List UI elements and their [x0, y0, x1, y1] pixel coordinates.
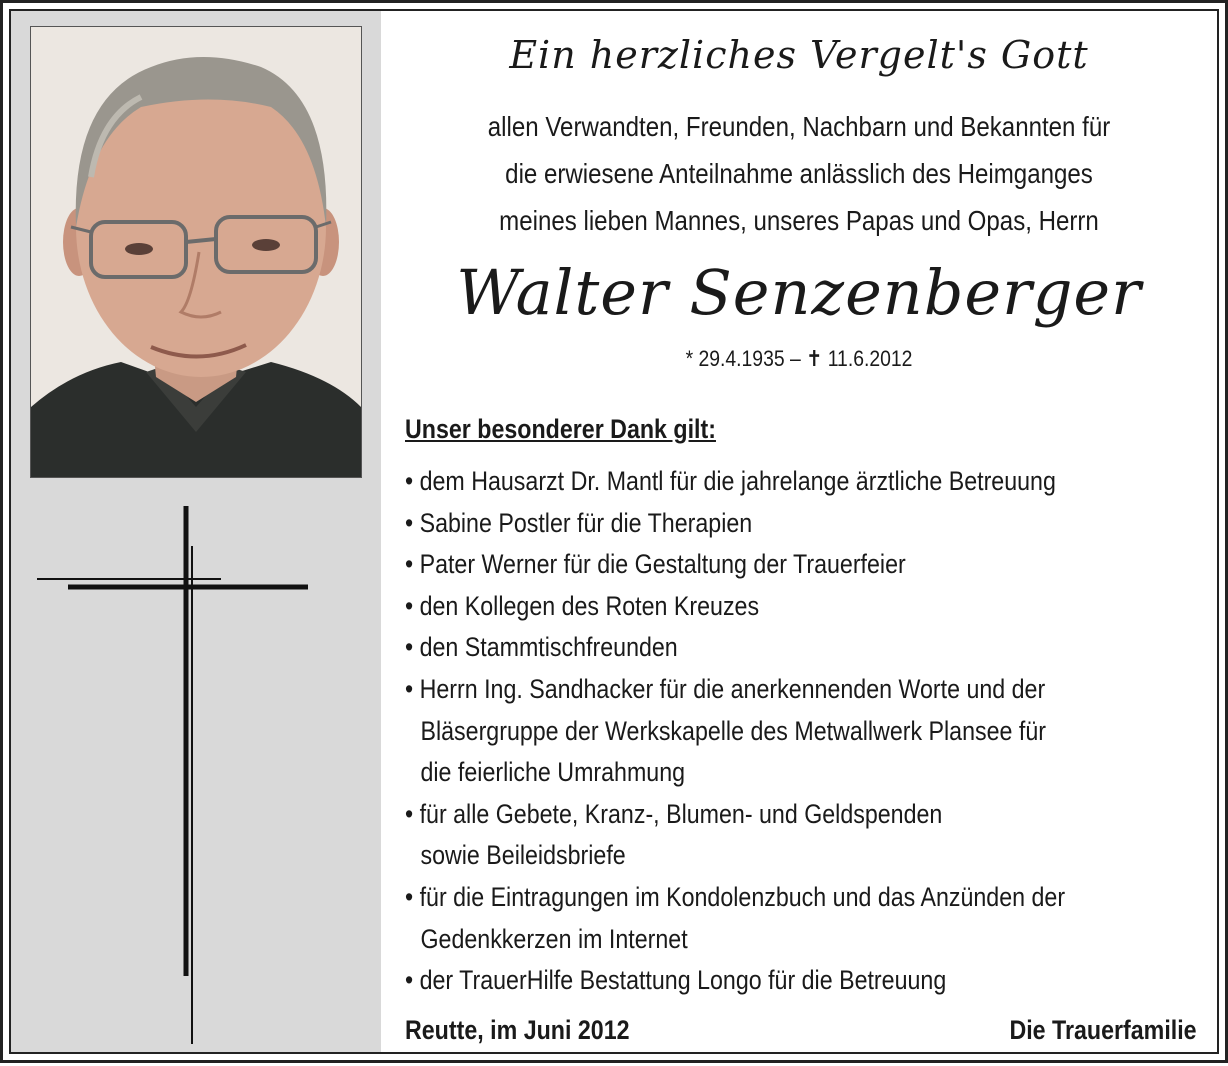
- list-item: • dem Hausarzt Dr. Mantl für die jahrelange ärztliche Betreuung: [405, 466, 1056, 496]
- list-item: • der TrauerHilfe Bestattung Longo für die Betreuung: [405, 965, 947, 996]
- list-item: • den Kollegen des Roten Kreuzes: [405, 590, 760, 621]
- heading: Ein herzliches Vergelt's Gott: [509, 33, 1089, 77]
- intro-text: [440, 103, 1159, 244]
- deceased-name: Walter Senzenberger: [456, 256, 1142, 329]
- signature: Die Trauerfamilie: [1009, 1015, 1197, 1045]
- cross-icon: [11, 11, 381, 1066]
- list-item: • Herrn Ing. Sandhacker für die anerkennenden Worte und der: [405, 673, 1046, 704]
- thanks-list: [405, 461, 1179, 1002]
- list-item-continuation: Gedenkkerzen im Internet: [420, 923, 688, 954]
- list-item: • Sabine Postler für die Therapien: [405, 507, 753, 538]
- place-date: Reutte, im Juni 2012: [405, 1015, 630, 1045]
- obituary-content: [381, 11, 1217, 1052]
- list-item-continuation: die feierliche Umrahmung: [420, 757, 686, 788]
- sidebar: [11, 11, 381, 1052]
- intro-line: allen Verwandten, Freunden, Nachbarn und Bekannten für: [487, 111, 1111, 142]
- thanks-title: Unser besonderer Dank gilt:: [405, 414, 716, 444]
- intro-line: die erwiesene Anteilnahme anlässlich des Heimganges: [505, 158, 1093, 189]
- list-item: • für alle Gebete, Kranz-, Blumen- und Geldspenden: [405, 798, 943, 829]
- list-item: • für die Eintragungen im Kondolenzbuch und das Anzünden der: [405, 881, 1066, 912]
- life-dates: * 29.4.1935 – ✝ 11.6.2012: [685, 346, 913, 371]
- obituary-card: [9, 9, 1219, 1054]
- list-item: • Pater Werner für die Gestaltung der Trauerfeier: [405, 549, 906, 580]
- list-item-continuation: Bläsergruppe der Werkskapelle des Metwallwerk Plansee für: [420, 715, 1046, 746]
- list-item: • den Stammtischfreunden: [405, 632, 678, 663]
- intro-line: meines lieben Mannes, unseres Papas und Opas, Herrn: [499, 205, 1099, 236]
- list-item-continuation: sowie Beileidsbriefe: [420, 840, 626, 871]
